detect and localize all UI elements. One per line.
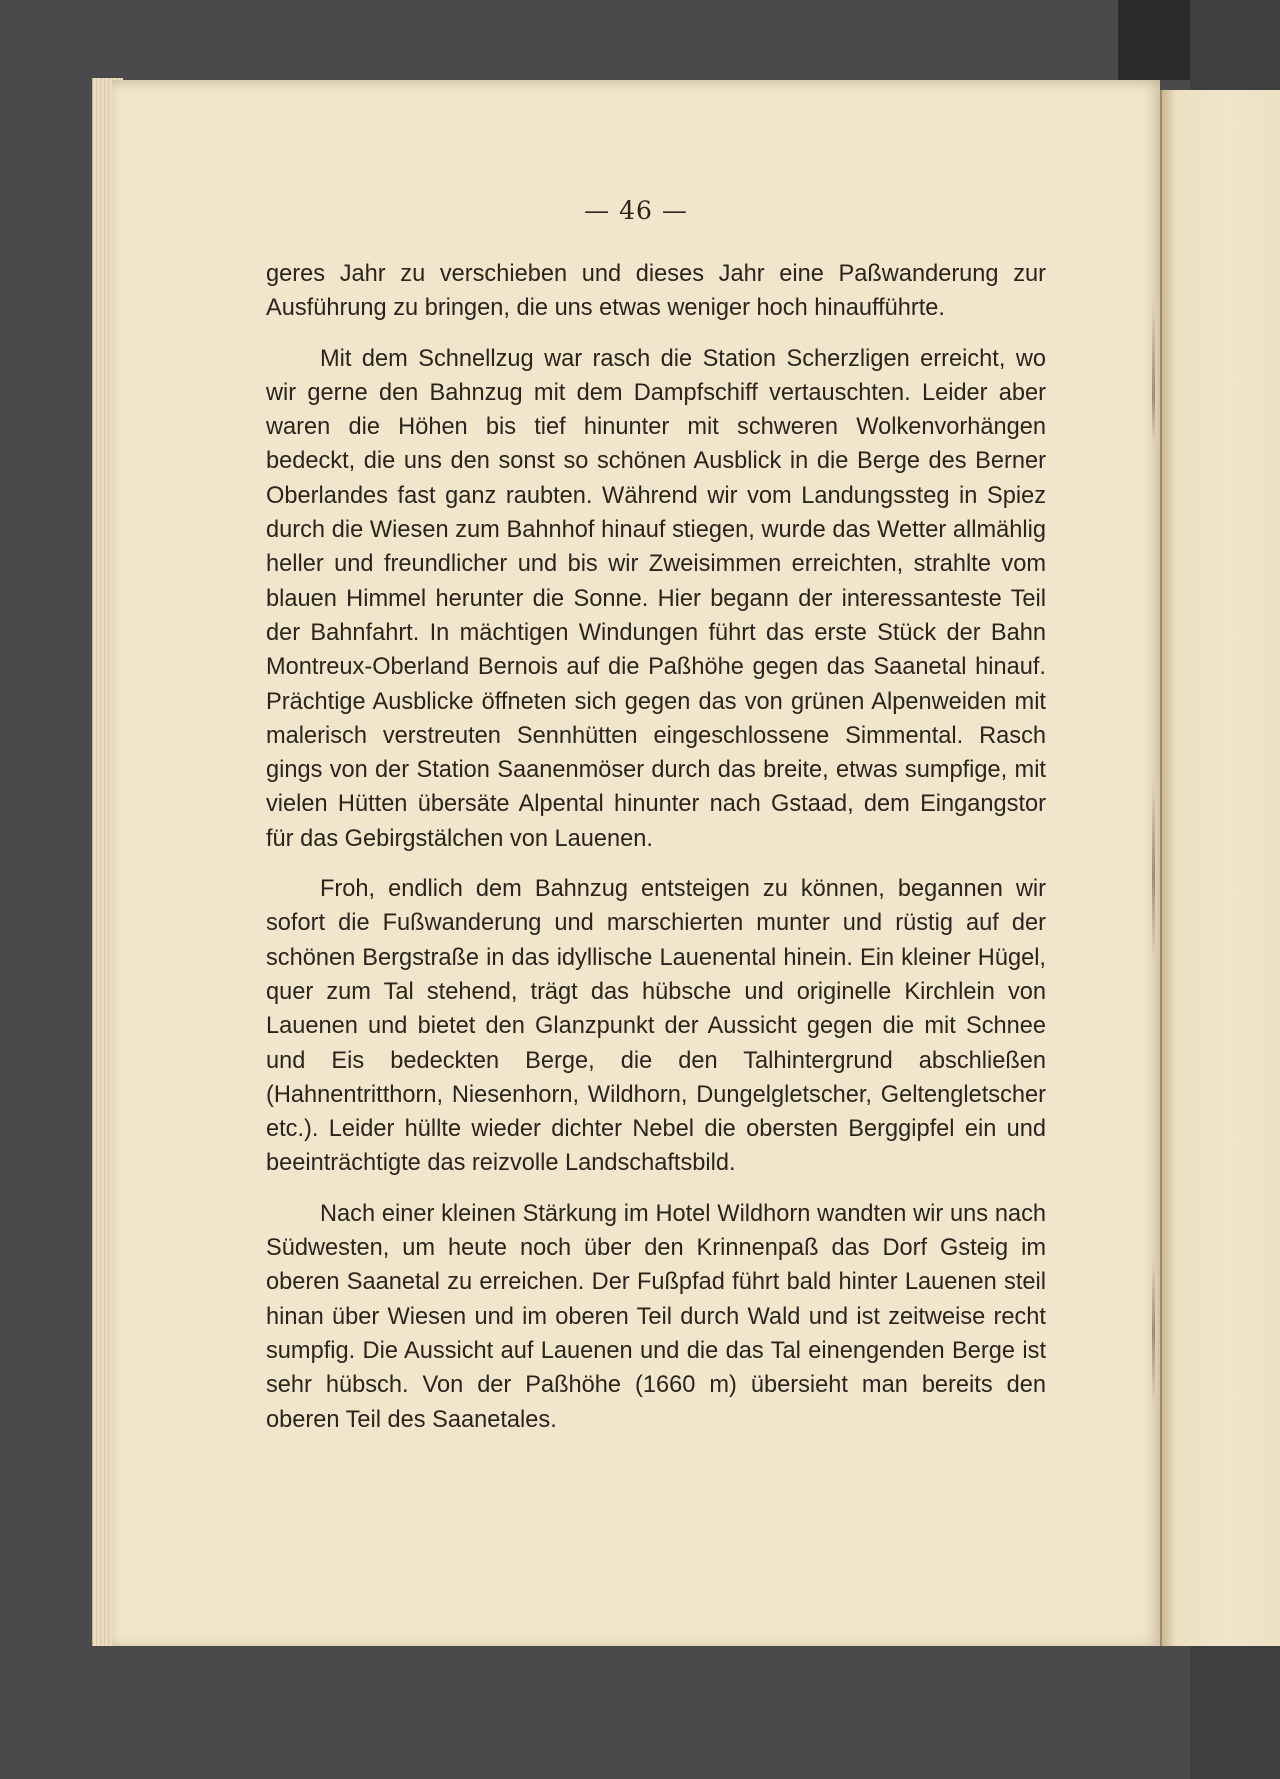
paragraph-lauenen: Froh, endlich dem Bahnzug entsteigen zu können, begannen wir sofort die Fußwanderung und marschierten munter und rüstig auf der schönen Bergstraße in das idyllische Lauenental hinein. Ein kleiner Hügel, quer zum Tal stehend, trägt das hübsche und originelle Kirchlein von Lauenen und bietet den Glanzpunkt der Aussicht gegen die mit Schnee und Eis bedeckten Berge, die den Talhintergrund abschließen (Hahnentritthorn, Niesenhorn, Wildhorn, Dungelgletscher, Geltengletscher etc.). Leider hüllte wieder dichter Nebel die obersten Berggipfel ein und beeinträchtigte das reizvolle Landschaftsbild. bbox=[266, 876, 1046, 1177]
page-text bbox=[266, 257, 1046, 1437]
gutter-shadow bbox=[1152, 300, 1155, 1500]
background-corner bbox=[1118, 0, 1190, 80]
page-number: — 46 — bbox=[584, 196, 688, 225]
paragraph-continuation: geres Jahr zu verschieben und dieses Jahr eine Paßwanderung zur Ausführung zu bringen, die uns etwas weniger hoch hinaufführte. bbox=[266, 261, 1046, 322]
paragraph-train-journey: Mit dem Schnellzug war rasch die Station Scherzligen erreicht, wo wir gerne den Bahnzug mit dem Dampfschiff vertauschten. Leider aber waren die Höhen bis tief hinunter mit schweren Wolkenvorhängen bedeckt, die uns den sonst so schönen Ausblick in die Berge des Berner Oberlandes fast ganz raubten. Während wir vom Landungssteg in Spiez durch die Wiesen zum Bahnhof hinauf stiegen, wurde das Wetter allmählig heller und freundlicher und bis wir Zweisimmen erreichten, strahlte vom blauen Himmel herunter die Sonne. Hier begann der interessanteste Teil der Bahnfahrt. In mächtigen Windungen führt das erste Stück der Bahn Montreux-Oberland Bernois auf die Paßhöhe gegen das Saanetal hinauf. Prächtige Ausblicke öffneten sich gegen das von grünen Alpenweiden mit malerisch verstreuten Sennhütten eingeschlossene Simmental. Rasch gings von der Station Saanenmöser durch das breite, etwas sumpfige, mit vielen Hütten übersäte Alpental hinunter nach Gstaad, dem Eingangstor für das Gebirgstälchen von Lauenen. bbox=[266, 345, 1046, 852]
facing-page-edge bbox=[1160, 90, 1280, 1646]
paragraph-krinnenpass: Nach einer kleinen Stärkung im Hotel Wildhorn wandten wir uns nach Südwesten, um heute noch über den Krinnenpaß das Dorf Gsteig im oberen Saanetal zu erreichen. Der Fußpfad führt bald hinter Lauenen steil hinan über Wiesen und im oberen Teil durch Wald und ist zeitweise recht sumpfig. Die Aussicht auf Lauenen und die das Tal einengenden Berge ist sehr hübsch. Von der Paßhöhe (1660 m) übersieht man bereits den oberen Teil des Saanetales. bbox=[266, 1200, 1046, 1433]
